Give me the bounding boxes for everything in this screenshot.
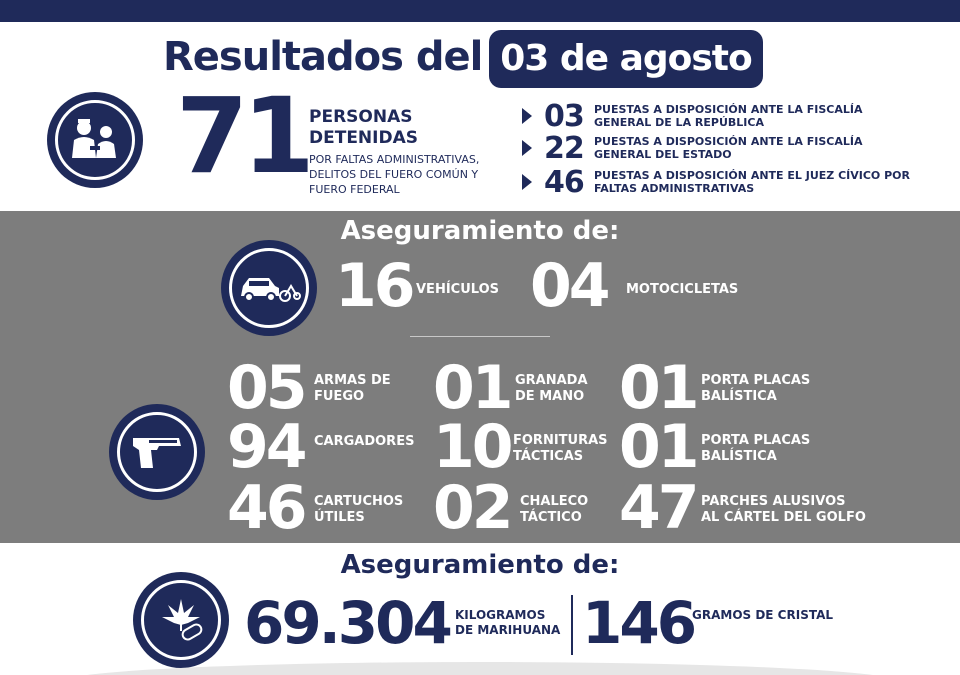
item-count: 01 — [433, 353, 511, 423]
marihuana-amount: 69.304 — [244, 589, 450, 657]
item-label: FORNITURAS TÁCTICAS — [513, 433, 608, 464]
puesta-num: 22 — [544, 130, 584, 166]
item-count: 01 — [619, 412, 697, 482]
item-label: PORTA PLACAS BALÍSTICA — [701, 433, 811, 464]
puesta-item — [522, 165, 914, 199]
item-label: GRANADA DE MANO — [515, 373, 588, 404]
aseguramiento-title: Aseguramiento de: — [340, 216, 620, 246]
puesta-text: PUESTAS A DISPOSICIÓN ANTE LA FISCALÍA GENERAL DE LA REPÚBLICA — [594, 103, 863, 129]
item-label: CARTUCHOS ÚTILES — [314, 494, 404, 525]
detenidos-count: 71 — [176, 75, 309, 197]
puesta-text: PUESTAS A DISPOSICIÓN ANTE LA FISCALÍA GENERAL DEL ESTADO — [594, 135, 863, 161]
item-label: PARCHES ALUSIVOS AL CÁRTEL DEL GOLFO — [701, 494, 866, 525]
detenidos-label-line2: DETENIDAS — [309, 128, 418, 148]
item-count: 94 — [227, 412, 305, 482]
motocicletas-label: MOTOCICLETAS — [626, 282, 739, 297]
arrest-icon — [47, 92, 143, 188]
pistol-icon — [109, 404, 205, 500]
date-badge: 03 de agosto — [489, 30, 763, 88]
vertical-divider — [571, 595, 573, 655]
vehiculos-count: 16 — [335, 251, 413, 321]
top-bar — [0, 0, 960, 22]
cristal-amount: 146 — [582, 589, 695, 657]
item-label: CHALECO TÁCTICO — [520, 494, 589, 525]
item-label: PORTA PLACAS BALÍSTICA — [701, 373, 811, 404]
puesta-text: PUESTAS A DISPOSICIÓN ANTE EL JUEZ CÍVICO POR FALTAS ADMINISTRATIVAS — [594, 169, 910, 195]
vehiculos-label: VEHÍCULOS — [416, 282, 499, 297]
detenidos-label-line1: PERSONAS — [309, 107, 413, 127]
triangle-bullet-icon — [522, 108, 532, 124]
triangle-bullet-icon — [522, 174, 532, 190]
motocicletas-count: 04 — [530, 251, 608, 321]
item-count: 01 — [619, 353, 697, 423]
item-label: CARGADORES — [314, 434, 415, 449]
item-label: ARMAS DE FUEGO — [314, 373, 391, 404]
car-motorcycle-icon — [221, 240, 317, 336]
puesta-item — [522, 99, 914, 133]
item-count: 46 — [227, 473, 305, 543]
marijuana-pill-icon — [133, 572, 229, 668]
marihuana-label: KILOGRAMOS DE MARIHUANA — [455, 608, 561, 637]
detenidos-label — [309, 107, 418, 149]
aseguramiento-title-2: Aseguramiento de: — [340, 550, 620, 580]
triangle-bullet-icon — [522, 140, 532, 156]
puesta-item — [522, 131, 914, 165]
item-count: 47 — [619, 473, 697, 543]
item-count: 05 — [227, 353, 305, 423]
page-title: Resultados del — [163, 34, 483, 80]
item-count: 10 — [433, 412, 511, 482]
puesta-num: 03 — [544, 98, 584, 134]
item-count: 02 — [433, 473, 511, 543]
detenidos-subtext: POR FALTAS ADMINISTRATIVAS, DELITOS DEL FUERO COMÚN Y FUERO FEDERAL — [309, 153, 480, 196]
puesta-num: 46 — [544, 164, 584, 200]
divider — [410, 336, 550, 337]
cristal-label: GRAMOS DE CRISTAL — [692, 608, 834, 622]
